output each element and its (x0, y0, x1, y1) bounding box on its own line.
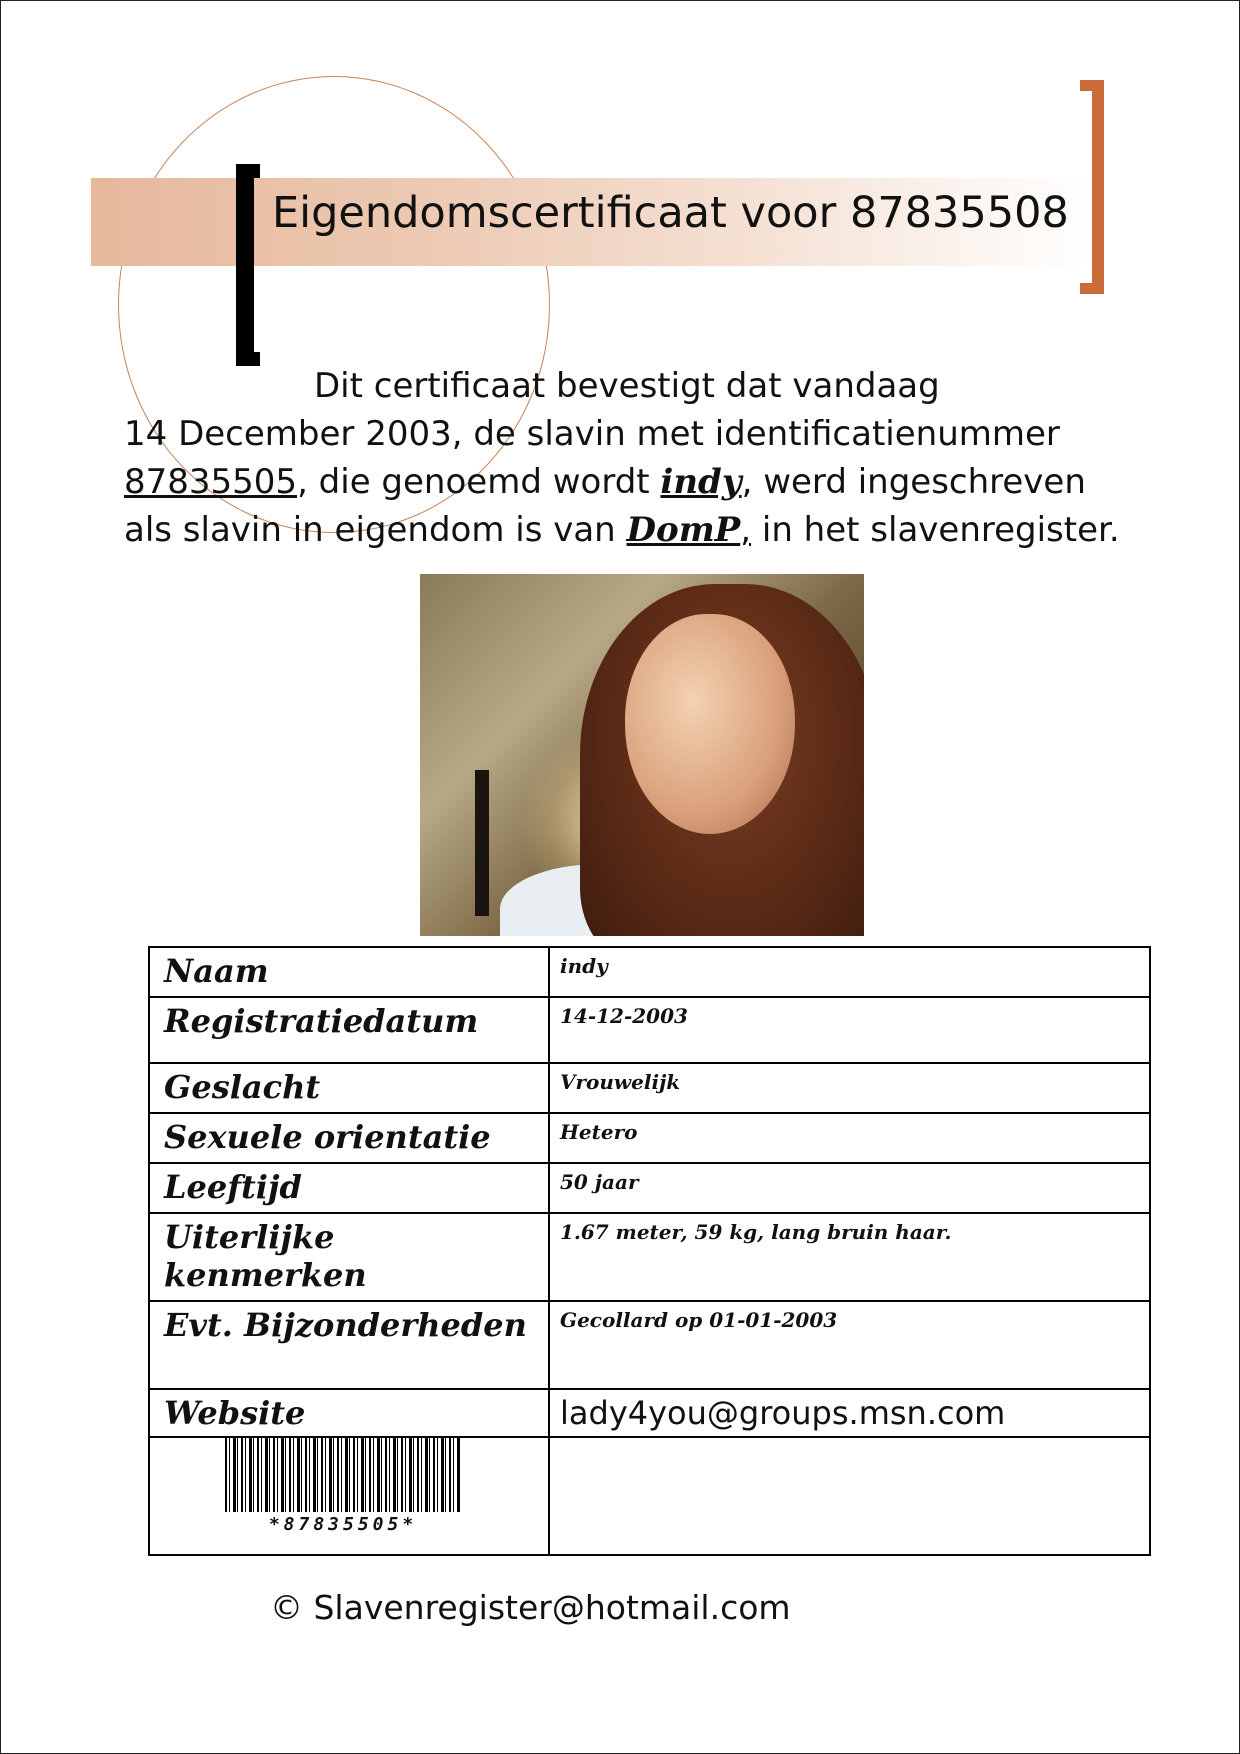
background-frame (475, 770, 489, 916)
owner-name: DomP (626, 510, 741, 550)
barcode-bars (225, 1438, 461, 1512)
statement-line-4 (124, 506, 1164, 554)
barcode-text: *87835505* (268, 1514, 418, 1535)
statement-text: als slavin in eigendom is van (124, 510, 627, 550)
statement-text: , die genoemd wordt (297, 462, 661, 502)
owner-comma: , (740, 510, 752, 550)
portrait-photo (420, 574, 864, 936)
row-value: 1.67 meter, 59 kg, lang bruin haar. (549, 1213, 1150, 1301)
row-value: Hetero (549, 1113, 1150, 1163)
table-row (149, 947, 1150, 997)
table-row (149, 1389, 1150, 1437)
identification-number: 87835505 (124, 462, 298, 502)
slave-name: indy (660, 462, 742, 502)
table-row (149, 1213, 1150, 1301)
row-value: 50 jaar (549, 1163, 1150, 1213)
row-label: Leeftijd (149, 1163, 549, 1213)
table-row (149, 1163, 1150, 1213)
table-row (149, 1113, 1150, 1163)
face-shape (625, 614, 795, 834)
row-label: Sexuele orientatie (149, 1113, 549, 1163)
row-label: Geslacht (149, 1063, 549, 1113)
row-label: Website (149, 1389, 549, 1437)
empty-cell (549, 1437, 1150, 1555)
row-label: Naam (149, 947, 549, 997)
left-bracket-decoration (236, 164, 260, 366)
statement-text: , werd ingeschreven (741, 462, 1086, 502)
barcode (150, 1438, 548, 1550)
certificate-title: Eigendomscertificaat voor 87835508 (272, 188, 1069, 238)
statement-line-3 (124, 458, 1164, 506)
barcode-cell (149, 1437, 549, 1555)
row-value: Vrouwelijk (549, 1063, 1150, 1113)
statement-line-1: Dit certificaat bevestigt dat vandaag (314, 366, 940, 406)
row-label: Uiterlijke kenmerken (149, 1213, 549, 1301)
row-value: 14-12-2003 (549, 997, 1150, 1063)
table-row (149, 1437, 1150, 1555)
copyright-footer: © Slavenregister@hotmail.com (270, 1588, 791, 1627)
row-value: Gecollard op 01-01-2003 (549, 1301, 1150, 1389)
row-label: Registratiedatum (149, 997, 549, 1063)
website-value: lady4you@groups.msn.com (549, 1389, 1150, 1437)
table-row (149, 997, 1150, 1063)
statement-line-2: 14 December 2003, de slavin met identificatienummer (124, 414, 1060, 454)
table-row (149, 1301, 1150, 1389)
row-label: Evt. Bijzonderheden (149, 1301, 549, 1389)
statement-text: in het slavenregister. (751, 510, 1120, 550)
certificate-statement (124, 362, 1164, 554)
row-value: indy (549, 947, 1150, 997)
right-bracket-decoration (1080, 80, 1104, 294)
table-row (149, 1063, 1150, 1113)
info-table (148, 946, 1151, 1556)
